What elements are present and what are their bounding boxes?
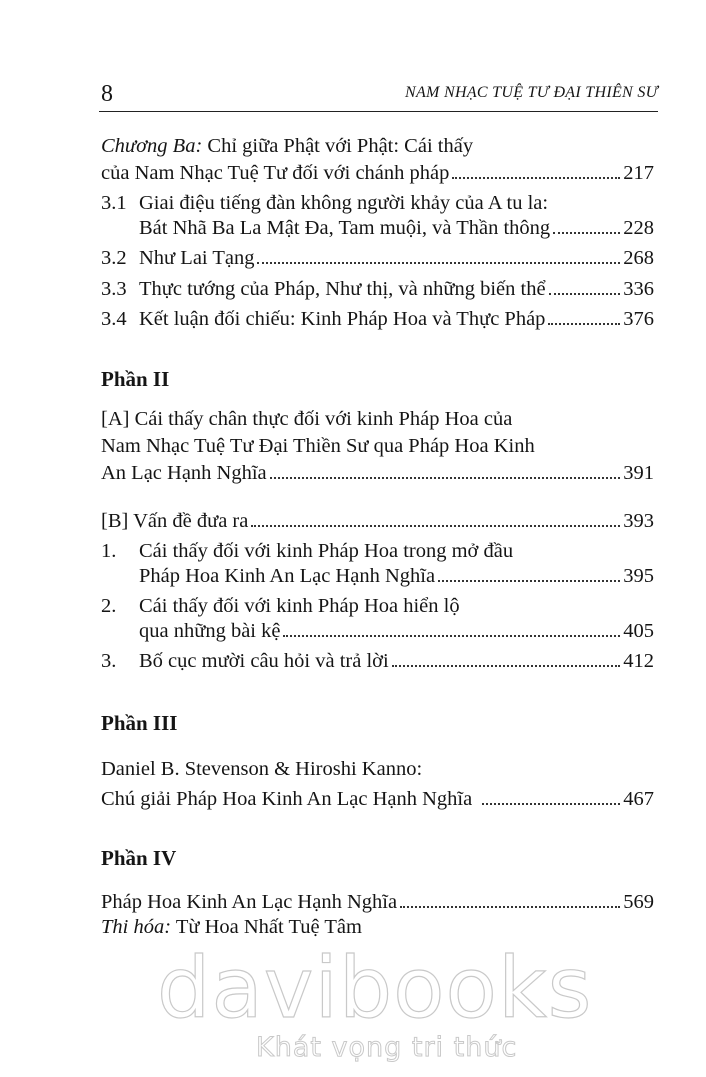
leader-dots bbox=[257, 262, 620, 264]
leader-dots bbox=[392, 665, 621, 667]
chapter-title-line-1 bbox=[101, 133, 473, 159]
toc-entry-text: Bố cục mười câu hỏi và trả lời bbox=[139, 650, 389, 672]
leader-dots bbox=[548, 323, 620, 325]
toc-entry-text: An Lạc Hạnh Nghĩa bbox=[101, 462, 267, 484]
toc-page-number: 393 bbox=[623, 510, 654, 532]
toc-page-number: 467 bbox=[623, 788, 654, 810]
toc-entry-number: 2. bbox=[101, 595, 117, 617]
toc-page-number: 405 bbox=[623, 620, 654, 642]
leader-dots bbox=[452, 177, 620, 179]
toc-entry-text: Bát Nhã Ba La Mật Đa, Tam muội, và Thần thông bbox=[139, 217, 551, 239]
translator-credit bbox=[101, 914, 362, 940]
toc-entry-text: Pháp Hoa Kinh An Lạc Hạnh Nghĩa bbox=[139, 565, 436, 587]
page-number: 8 bbox=[101, 81, 113, 107]
toc-entry-number: 1. bbox=[101, 540, 117, 562]
toc-entry-2[interactable] bbox=[101, 618, 654, 644]
toc-entry-text: qua những bài kệ bbox=[139, 620, 281, 642]
toc-entry-text: Giai điệu tiếng đàn không người khảy của A tu la: bbox=[139, 192, 549, 214]
toc-entry-chapter-3[interactable] bbox=[101, 160, 654, 186]
toc-page-number: 569 bbox=[623, 891, 654, 913]
toc-entry-3[interactable] bbox=[101, 648, 654, 674]
toc-entry-text: Thực tướng của Pháp, Như thị, và những biến thể bbox=[139, 278, 546, 300]
leader-dots bbox=[482, 803, 620, 805]
toc-entry-2-line-1 bbox=[101, 593, 460, 619]
toc-entry-text: Pháp Hoa Kinh An Lạc Hạnh Nghĩa bbox=[101, 891, 398, 913]
leader-dots bbox=[251, 525, 620, 527]
toc-entry-1-line-1 bbox=[101, 538, 513, 564]
toc-entry-text: của Nam Nhạc Tuệ Tư đối với chánh pháp bbox=[101, 162, 450, 184]
leader-dots bbox=[438, 580, 620, 582]
toc-page-number: 412 bbox=[623, 650, 654, 672]
running-head: NAM NHẠC TUỆ TƯ ĐẠI THIÊN SƯ bbox=[405, 84, 658, 101]
toc-entry-number: 3. bbox=[101, 650, 117, 672]
leader-dots bbox=[553, 232, 620, 234]
header-rule bbox=[99, 111, 658, 112]
watermark-logo: davibooks bbox=[157, 939, 593, 1037]
part-2-heading: Phần II bbox=[101, 367, 170, 391]
toc-page-number: 395 bbox=[623, 565, 654, 587]
toc-entry-3-3[interactable] bbox=[101, 276, 654, 302]
translator-name: Từ Hoa Nhất Tuệ Tâm bbox=[171, 916, 362, 938]
toc-page-number: 268 bbox=[623, 247, 654, 269]
chapter-label: Chương Ba: bbox=[101, 135, 203, 157]
toc-page-number: 336 bbox=[623, 278, 654, 300]
toc-entry-text: [B] Vấn đề đưa ra bbox=[101, 510, 249, 532]
toc-entry-text: Kết luận đối chiếu: Kinh Pháp Hoa và Thực Pháp bbox=[139, 308, 546, 330]
part-4-heading: Phần IV bbox=[101, 846, 177, 870]
chapter-title-text: Chỉ giữa Phật với Phật: Cái thấy bbox=[202, 135, 474, 157]
toc-entry-3-1[interactable] bbox=[101, 215, 654, 241]
toc-entry-number: 3.4 bbox=[101, 308, 127, 330]
toc-entry-text: Chú giải Pháp Hoa Kinh An Lạc Hạnh Nghĩa bbox=[101, 788, 473, 810]
toc-page-number: 376 bbox=[623, 308, 654, 330]
toc-entry-a-line-2: Nam Nhạc Tuệ Tư Đại Thiền Sư qua Pháp Hoa Kinh bbox=[101, 435, 535, 457]
toc-page-number: 228 bbox=[623, 217, 654, 239]
leader-dots bbox=[549, 293, 621, 295]
toc-entry-b[interactable] bbox=[101, 508, 654, 534]
toc-entry-a-line-1: [A] Cái thấy chân thực đối với kinh Pháp Hoa của bbox=[101, 408, 513, 430]
toc-entry-3-1-line-1 bbox=[101, 190, 548, 216]
leader-dots bbox=[400, 906, 620, 908]
toc-entry-part3[interactable] bbox=[101, 786, 654, 812]
toc-entry-3-2[interactable] bbox=[101, 245, 654, 271]
leader-dots bbox=[283, 635, 620, 637]
toc-entry-a[interactable] bbox=[101, 460, 654, 486]
toc-entry-number: 3.1 bbox=[101, 192, 127, 214]
toc-entry-number: 3.3 bbox=[101, 278, 127, 300]
watermark-slogan: Khát vọng tri thức bbox=[256, 1032, 518, 1063]
toc-entry-text: Cái thấy đối với kinh Pháp Hoa trong mở đầu bbox=[139, 540, 514, 562]
toc-page-number: 217 bbox=[623, 162, 654, 184]
part-3-heading: Phần III bbox=[101, 711, 178, 735]
toc-page-number: 391 bbox=[623, 462, 654, 484]
toc-entry-1[interactable] bbox=[101, 563, 654, 589]
toc-entry-part4[interactable] bbox=[101, 889, 654, 915]
toc-entry-number: 3.2 bbox=[101, 247, 127, 269]
toc-entry-part3-line-1: Daniel B. Stevenson & Hiroshi Kanno: bbox=[101, 758, 423, 780]
leader-dots bbox=[270, 477, 621, 479]
translator-label: Thi hóa: bbox=[101, 916, 172, 938]
toc-entry-text: Như Lai Tạng bbox=[139, 247, 255, 269]
toc-entry-3-4[interactable] bbox=[101, 306, 654, 332]
toc-entry-text: Cái thấy đối với kinh Pháp Hoa hiển lộ bbox=[139, 595, 460, 617]
